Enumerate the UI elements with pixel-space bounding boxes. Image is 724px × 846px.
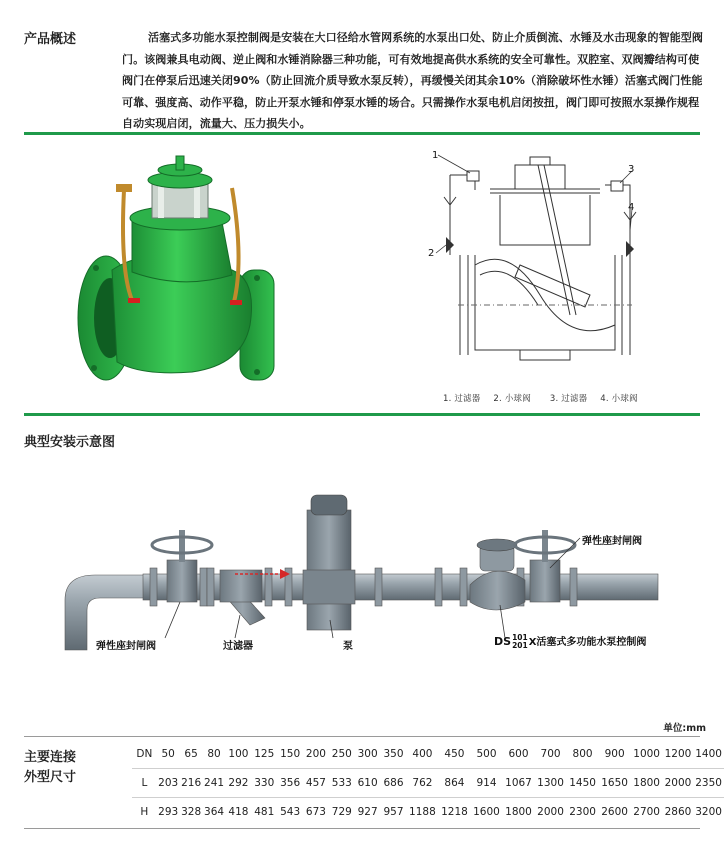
dimension-cell: 241	[203, 769, 226, 798]
dimension-cell: 350	[383, 748, 404, 760]
dimension-cell: 1650	[599, 769, 631, 798]
dimension-cell: 50	[161, 748, 175, 760]
dimension-cell: 533	[329, 769, 355, 798]
dimension-cell: 364	[203, 798, 226, 827]
callout-4: 4	[628, 202, 635, 213]
dimension-cell: 1800	[503, 798, 535, 827]
dimension-cell: 927	[355, 798, 381, 827]
overview-title: 产品概述	[24, 32, 77, 47]
valve-photo	[72, 150, 292, 395]
dimension-cell: 914	[470, 769, 502, 798]
label-pump: 泵	[343, 641, 353, 652]
valve-section-drawing	[420, 145, 660, 380]
label-control-valve	[494, 633, 646, 650]
install-illustration	[55, 490, 670, 655]
install-title: 典型安装示意图	[24, 435, 116, 450]
dimension-row	[132, 769, 724, 798]
dimensions-title-line1: 主要连接	[24, 750, 77, 765]
overview-divider	[24, 132, 700, 135]
model-prefix: DS	[494, 635, 512, 648]
dimension-cell: 500	[476, 748, 497, 760]
dimension-cell: 300	[357, 748, 378, 760]
install-divider	[24, 413, 700, 416]
diagram-legend	[443, 392, 648, 404]
dimension-cell: 328	[180, 798, 203, 827]
dimension-cell: 1300	[535, 769, 567, 798]
dimension-cell: 2600	[599, 798, 631, 827]
dimension-row-label: L	[132, 769, 157, 798]
legend-item-3: 3. 过滤器	[549, 394, 588, 404]
label-gate-valve-right: 弹性座封闸阀	[582, 536, 642, 547]
dimension-cell: 125	[254, 748, 275, 760]
dimension-cell: 216	[180, 769, 203, 798]
dimension-cell: 2000	[663, 769, 694, 798]
dimension-cell: 1188	[406, 798, 438, 827]
dimension-row	[132, 740, 724, 769]
dimension-cell: 900	[604, 748, 625, 760]
dimension-cell: 3200	[693, 798, 724, 827]
dimension-cell: 800	[572, 748, 593, 760]
dimension-cell: 100	[228, 748, 249, 760]
overview-text: 活塞式多功能水泵控制阀是安装在大口径给水管网系统的水泵出口处、防止介质倒流、水锤及水击现象的智能型阀门。该阀兼具电动阀、逆止阀和水锤消除器三种功能，可有效地提高供水系统的安全可靠性。双腔室、双阀瓣结构可使阀门在停泵后迅速关闭90%（防止回流介质导致水泵反转），再缓慢关闭其余10%（消除破坏性水锤）活塞式阀门性能可靠、强度高、动作平稳，防止开泵水锤和停泵水锤的场合。只需操作水泵电机启闭按扭，阀门即可按照水泵操作规程自动实现启闭，流量大、压力损失小。	[122, 31, 703, 130]
dimension-cell: 543	[277, 798, 303, 827]
dimension-cell: 457	[303, 769, 329, 798]
dimension-cell: 356	[277, 769, 303, 798]
dimensions-bottom-rule	[24, 828, 700, 829]
label-gate-valve-left: 弹性座封闸阀	[96, 641, 156, 652]
dimension-cell: 1400	[695, 748, 722, 760]
dimension-cell: 481	[251, 798, 277, 827]
dimensions-title-line2: 外型尺寸	[24, 770, 77, 785]
dimension-cell: 418	[226, 798, 252, 827]
dimension-cell: 400	[412, 748, 433, 760]
dimension-cell: 203	[157, 769, 180, 798]
dimension-cell: 2860	[663, 798, 694, 827]
callout-1: 1	[432, 150, 439, 161]
unit-label: 单位:mm	[663, 723, 706, 734]
dimensions-title	[24, 748, 76, 788]
dimension-cell: 610	[355, 769, 381, 798]
dimension-cell: 673	[303, 798, 329, 827]
dimension-cell: 1800	[631, 769, 663, 798]
legend-item-2: 2. 小球阀	[493, 394, 531, 404]
dimension-cell: 292	[226, 769, 252, 798]
dimension-cell: 729	[329, 798, 355, 827]
dimension-cell: 2350	[693, 769, 724, 798]
model-sub: 201	[512, 641, 528, 650]
dimension-cell: 1067	[503, 769, 535, 798]
dimension-cell: 2000	[535, 798, 567, 827]
dimension-cell: 1600	[470, 798, 502, 827]
model-sup: 101	[512, 633, 528, 642]
dimension-cell: 864	[438, 769, 470, 798]
legend-item-1: 1. 过滤器	[443, 394, 481, 404]
dimension-cell: 1000	[633, 748, 660, 760]
dimension-cell: 2700	[631, 798, 663, 827]
dimensions-table	[132, 740, 724, 826]
dimension-cell: 330	[251, 769, 277, 798]
dimension-cell: 700	[540, 748, 561, 760]
label-filter: 过滤器	[223, 641, 253, 652]
dimension-cell: 1200	[664, 748, 692, 760]
dimension-cell: 250	[331, 748, 352, 760]
dimension-row	[132, 798, 724, 827]
dimension-cell: 762	[406, 769, 438, 798]
dimension-row-label: H	[132, 798, 157, 827]
dimension-cell: 80	[207, 748, 221, 760]
legend-item-4: 4. 小球阀	[600, 394, 638, 404]
dimension-cell: 450	[444, 748, 465, 760]
dimension-cell: 686	[381, 769, 407, 798]
callout-2: 2	[428, 248, 435, 259]
dimension-cell: 1218	[438, 798, 470, 827]
dimension-cell: 65	[184, 748, 198, 760]
dimension-cell: 600	[508, 748, 529, 760]
dimension-cell: 150	[280, 748, 301, 760]
dimensions-top-rule	[24, 736, 700, 737]
dimension-cell: 2300	[567, 798, 599, 827]
dimension-cell: 957	[381, 798, 407, 827]
dimension-row-label: DN	[136, 748, 153, 760]
callout-3: 3	[628, 164, 635, 175]
dimension-cell: 293	[157, 798, 180, 827]
dimension-cell: 1450	[567, 769, 599, 798]
dimension-cell: 200	[305, 748, 326, 760]
model-name: X活塞式多功能水泵控制阀	[528, 637, 647, 648]
